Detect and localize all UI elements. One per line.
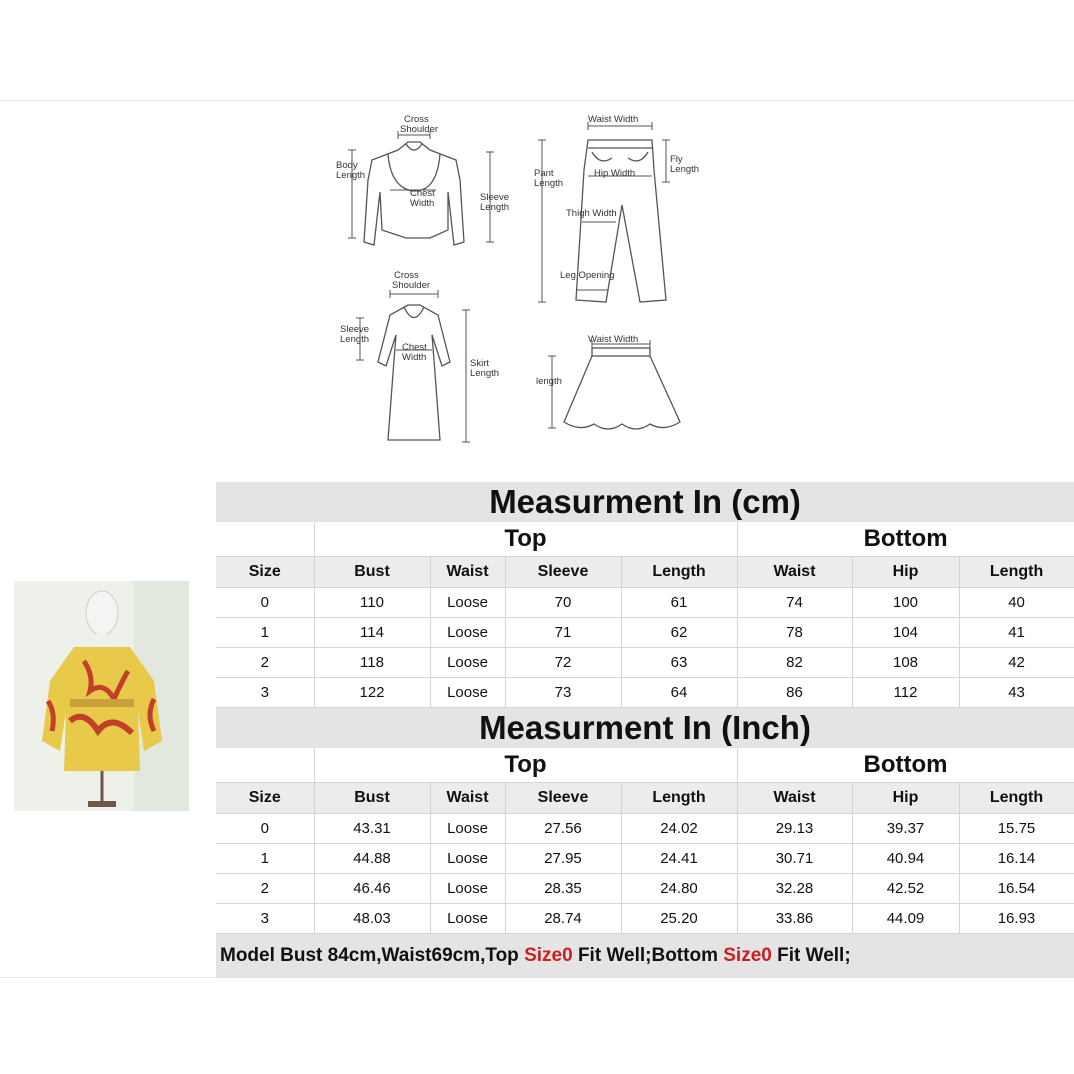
table-cell: Loose <box>430 844 505 874</box>
table-cell: 48.03 <box>314 904 430 934</box>
table-cell: 24.80 <box>621 874 737 904</box>
svg-text:Width <box>402 352 426 363</box>
table-cell: 1 <box>216 844 314 874</box>
inch-top-group: Top <box>314 748 737 783</box>
column-header: Length <box>621 557 737 588</box>
column-header: Waist <box>737 557 852 588</box>
dress-skirt-length-label-2: Length <box>470 368 500 379</box>
table-cell: Loose <box>430 678 505 708</box>
dress-sleeve-length-label-1: Sleeve <box>340 324 370 335</box>
table-cell: 63 <box>621 648 737 678</box>
svg-text:Thigh Width <box>566 208 617 219</box>
svg-text:Hip Width <box>594 168 635 179</box>
top-sketch <box>336 114 509 245</box>
table-cell: 16.54 <box>959 874 1074 904</box>
fit-note-part-3: Fit Well; <box>771 945 851 966</box>
dress-chest-width-label-2: Width <box>402 352 427 363</box>
column-header: Hip <box>852 557 959 588</box>
table-cell: 74 <box>737 588 852 618</box>
top-cross-shoulder-label-1: Cross <box>404 114 429 125</box>
table-cell: 43.31 <box>314 814 430 844</box>
table-cell: 16.14 <box>959 844 1074 874</box>
cm-bottom-group: Bottom <box>737 522 1074 557</box>
inch-table-body <box>216 814 1074 934</box>
table-cell: 15.75 <box>959 814 1074 844</box>
column-header: Waist <box>430 783 505 814</box>
column-header: Bust <box>314 783 430 814</box>
top-sleeve-length-label-1: Sleeve <box>480 192 510 203</box>
table-cell: 3 <box>216 678 314 708</box>
svg-text:Length <box>470 368 499 379</box>
svg-text:Length <box>340 334 369 345</box>
table-cell: 27.95 <box>505 844 621 874</box>
table-cell: 41 <box>959 618 1074 648</box>
cm-header-row <box>216 557 1074 588</box>
column-header: Waist <box>737 783 852 814</box>
top-chest-width-label-1: Chest <box>410 188 435 199</box>
svg-text:Length <box>670 164 699 175</box>
pant-length-label-1: Pant <box>534 168 554 179</box>
cm-table-title: Measurment In (cm) <box>216 482 1074 522</box>
svg-text:Leg Opening <box>560 270 614 281</box>
pant-length-label-2: Length <box>534 178 564 189</box>
table-row <box>216 618 1074 648</box>
table-cell: 28.35 <box>505 874 621 904</box>
fit-note-part-1: Model Bust 84cm,Waist69cm,Top <box>220 945 525 966</box>
fit-note-top-size: Size0 <box>524 945 573 966</box>
table-cell: Loose <box>430 904 505 934</box>
fit-note-part-2: Fit Well;Bottom <box>572 945 724 966</box>
table-cell: Loose <box>430 588 505 618</box>
cm-top-group: Top <box>314 522 737 557</box>
column-header: Size <box>216 783 314 814</box>
table-cell: 64 <box>621 678 737 708</box>
table-cell: 2 <box>216 648 314 678</box>
table-cell: 44.09 <box>852 904 959 934</box>
table-cell: 40 <box>959 588 1074 618</box>
inch-table-title: Measurment In (Inch) <box>216 708 1074 748</box>
table-row <box>216 678 1074 708</box>
inch-table <box>216 708 1074 934</box>
table-cell: 33.86 <box>737 904 852 934</box>
svg-text:length <box>536 376 562 387</box>
table-cell: 24.41 <box>621 844 737 874</box>
top-body-length-label-1: Body <box>336 160 358 171</box>
svg-text:Waist Width <box>588 334 638 345</box>
dress-skirt-length-label-1: Skirt <box>470 358 489 369</box>
table-cell: 42 <box>959 648 1074 678</box>
table-row <box>216 588 1074 618</box>
table-cell: 16.93 <box>959 904 1074 934</box>
table-cell: 0 <box>216 588 314 618</box>
table-cell: 30.71 <box>737 844 852 874</box>
table-cell: 39.37 <box>852 814 959 844</box>
pant-leg-opening-label: Leg Opening <box>560 270 615 281</box>
table-row <box>216 844 1074 874</box>
table-cell: Loose <box>430 618 505 648</box>
dress-sketch <box>340 270 499 442</box>
table-row <box>216 904 1074 934</box>
table-cell: 27.56 <box>505 814 621 844</box>
fit-note-bottom-size: Size0 <box>723 945 772 966</box>
table-cell: 1 <box>216 618 314 648</box>
column-header: Size <box>216 557 314 588</box>
table-row <box>216 648 1074 678</box>
measurement-diagram <box>330 110 730 455</box>
skirt-sketch <box>536 334 680 429</box>
top-sleeve-length-label-2: Length <box>480 202 510 213</box>
inch-header-row <box>216 783 1074 814</box>
table-cell: 2 <box>216 874 314 904</box>
column-header: Length <box>621 783 737 814</box>
column-header: Hip <box>852 783 959 814</box>
skirt-waist-width-label: Waist Width <box>588 334 639 345</box>
table-cell: 25.20 <box>621 904 737 934</box>
skirt-length-label: length <box>536 376 562 387</box>
dress-chest-width-label-1: Chest <box>402 342 427 353</box>
table-cell: 110 <box>314 588 430 618</box>
table-cell: 46.46 <box>314 874 430 904</box>
table-cell: 72 <box>505 648 621 678</box>
table-cell: 86 <box>737 678 852 708</box>
table-cell: Loose <box>430 874 505 904</box>
table-cell: 118 <box>314 648 430 678</box>
table-cell: 71 <box>505 618 621 648</box>
table-cell: 40.94 <box>852 844 959 874</box>
table-cell: 43 <box>959 678 1074 708</box>
table-cell: 32.28 <box>737 874 852 904</box>
svg-text:Waist Width <box>588 114 638 125</box>
top-cross-shoulder-label-2: Shoulder <box>400 124 439 135</box>
table-cell: 61 <box>621 588 737 618</box>
pant-hip-width-label: Hip Width <box>594 168 636 179</box>
table-cell: 3 <box>216 904 314 934</box>
svg-text:Length <box>336 170 365 181</box>
svg-text:Shoulder <box>400 124 438 135</box>
table-cell: 44.88 <box>314 844 430 874</box>
table-cell: 42.52 <box>852 874 959 904</box>
cm-table-body <box>216 588 1074 708</box>
table-cell: 100 <box>852 588 959 618</box>
product-photo <box>14 581 189 811</box>
inch-bottom-group: Bottom <box>737 748 1074 783</box>
svg-text:Width <box>410 198 434 209</box>
table-cell: 114 <box>314 618 430 648</box>
top-chest-width-label-2: Width <box>410 198 435 209</box>
pant-fly-length-label-1: Fly <box>670 154 683 165</box>
table-cell: 0 <box>216 814 314 844</box>
size-chart <box>216 482 1074 978</box>
column-header: Length <box>959 557 1074 588</box>
table-row <box>216 874 1074 904</box>
column-header: Bust <box>314 557 430 588</box>
table-cell: 82 <box>737 648 852 678</box>
table-cell: 28.74 <box>505 904 621 934</box>
svg-text:Length <box>534 178 563 189</box>
pant-waist-width-label: Waist Width <box>588 114 639 125</box>
table-cell: 122 <box>314 678 430 708</box>
dress-cross-shoulder-label-1: Cross <box>394 270 419 281</box>
column-header: Waist <box>430 557 505 588</box>
column-header: Sleeve <box>505 783 621 814</box>
table-cell: 78 <box>737 618 852 648</box>
table-cell: 73 <box>505 678 621 708</box>
table-cell: 29.13 <box>737 814 852 844</box>
table-cell: 112 <box>852 678 959 708</box>
dress-sleeve-length-label-2: Length <box>340 334 370 345</box>
table-cell: Loose <box>430 814 505 844</box>
top-body-length-label-2: Length <box>336 170 366 181</box>
table-cell: 70 <box>505 588 621 618</box>
model-fit-note <box>216 934 1074 978</box>
table-cell: 108 <box>852 648 959 678</box>
table-cell: Loose <box>430 648 505 678</box>
dress-cross-shoulder-label-2: Shoulder <box>392 280 431 291</box>
table-cell: 104 <box>852 618 959 648</box>
column-header: Length <box>959 783 1074 814</box>
column-header: Sleeve <box>505 557 621 588</box>
table-cell: 24.02 <box>621 814 737 844</box>
pant-fly-length-label-2: Length <box>670 164 700 175</box>
cm-table <box>216 482 1074 708</box>
pant-thigh-width-label: Thigh Width <box>566 208 617 219</box>
svg-text:Shoulder <box>392 280 430 291</box>
svg-text:Length <box>480 202 509 213</box>
cm-group-empty <box>216 522 314 557</box>
table-cell: 62 <box>621 618 737 648</box>
inch-group-empty <box>216 748 314 783</box>
pants-sketch <box>534 114 699 302</box>
table-row <box>216 814 1074 844</box>
